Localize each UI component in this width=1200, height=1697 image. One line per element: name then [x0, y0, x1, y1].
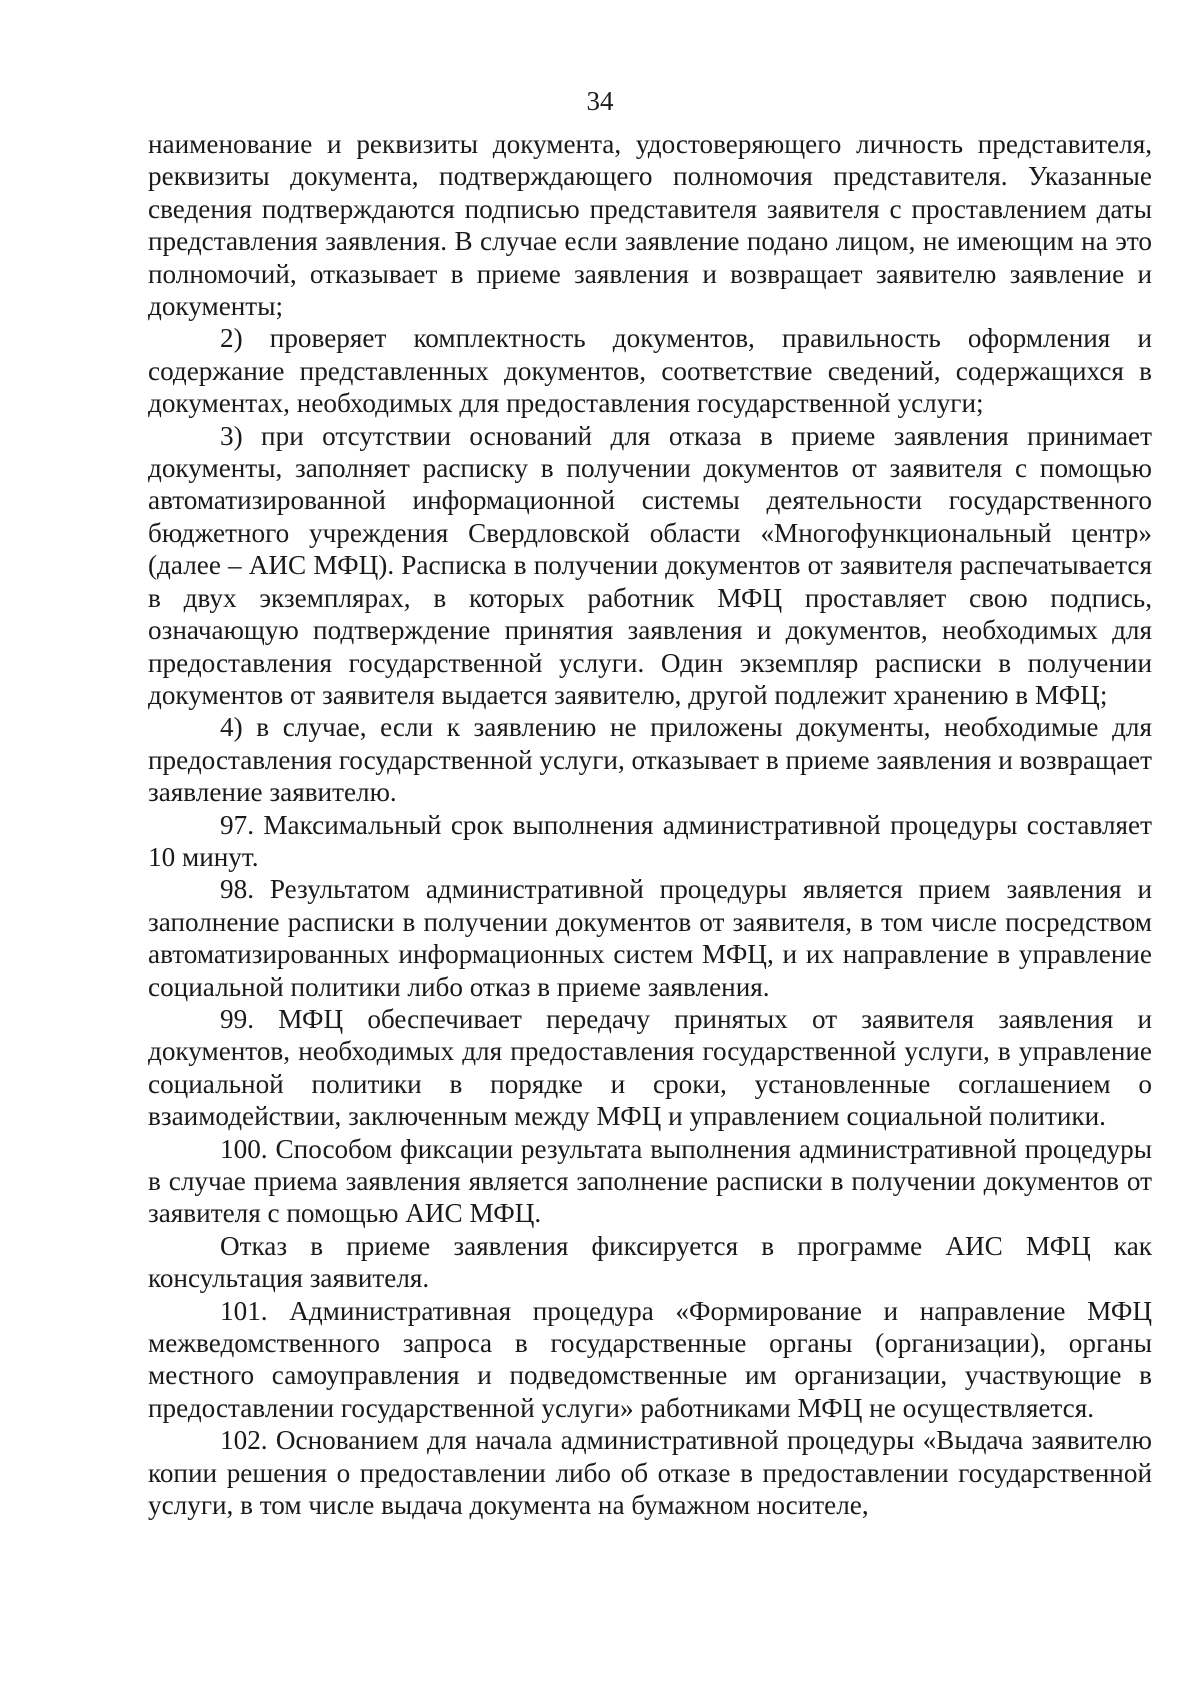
paragraph-clause-97: 97. Максимальный срок выполнения административной процедуры составляет 10 минут. — [148, 809, 1152, 872]
paragraph-refusal-note: Отказ в приеме заявления фиксируется в программе АИС МФЦ как консультация заявителя. — [148, 1230, 1152, 1294]
paragraph-item-2: 2) проверяет комплектность документов, правильность оформления и содержание представленных документов, соответствие сведений, содержащихся в документах, необходимых для предоставления государственной услуги; — [148, 323, 1152, 419]
paragraph-item-4: 4) в случае, если к заявлению не приложены документы, необходимые для предоставления государственной услуги, отказывает в приеме заявления и возвращает заявление заявителю. — [148, 712, 1152, 808]
paragraph-clause-101: 101. Административная процедура «Формирование и направление МФЦ межведомственного запроса в государственные органы (организации), органы местного самоуправления и подведомственные им организации, участвующие в предоставлении государственной услуги» работниками МФЦ не осуществляется. — [148, 1295, 1152, 1423]
paragraph-clause-98: 98. Результатом административной процедуры является прием заявления и заполнение расписки в получении документов от заявителя, в том числе посредством автоматизированных информационных систем МФЦ, и их направление в управление социальной политики либо отказ в приеме заявления. — [148, 874, 1152, 1002]
paragraph-representative-details: наименование и реквизиты документа, удостоверяющего личность представителя, реквизиты документа, подтверждающего полномочия представителя. Указанные сведения подтверждаются подписью представителя заявителя с проставлением даты представления заявления. В случае если заявление подано лицом, не имеющим на это полномочий, отказывает в приеме заявления и возвращает заявителю заявление и документы; — [148, 129, 1152, 322]
paragraph-clause-99: 99. МФЦ обеспечивает передачу принятых от заявителя заявления и документов, необходимых для предоставления государственной услуги, в управление социальной политики в порядке и сроки, установленные соглашением о взаимодействии, заключенным между МФЦ и управлением социальной политики. — [148, 1003, 1152, 1132]
paragraph-clause-100: 100. Способом фиксации результата выполнения административной процедуры в случае приема заявления является заполнение расписки в получении документов от заявителя с помощью АИС МФЦ. — [148, 1133, 1152, 1229]
document-body — [148, 128, 1152, 1521]
page-number: 34 — [586, 86, 614, 116]
paragraph-clause-102: 102. Основанием для начала административной процедуры «Выдача заявителю копии решения о предоставлении либо об отказе в предоставлении государственной услуги, в том числе выдача документа на бумажном носителе, — [148, 1425, 1152, 1521]
paragraph-item-3: 3) при отсутствии оснований для отказа в приеме заявления принимает документы, заполняет расписку в получении документов от заявителя с помощью автоматизированной информационной системы деятельности государственного бюджетного учреждения Свердловской области «Многофункциональный центр» (далее – АИС МФЦ). Расписка в получении документов от заявителя распечатывается в двух экземплярах, в которых работник МФЦ проставляет свою подпись, означающую подтверждение принятия заявления и документов, необходимых для предоставления государственной услуги. Один экземпляр расписки в получении документов от заявителя выдается заявителю, другой подлежит хранению в МФЦ; — [148, 420, 1152, 710]
